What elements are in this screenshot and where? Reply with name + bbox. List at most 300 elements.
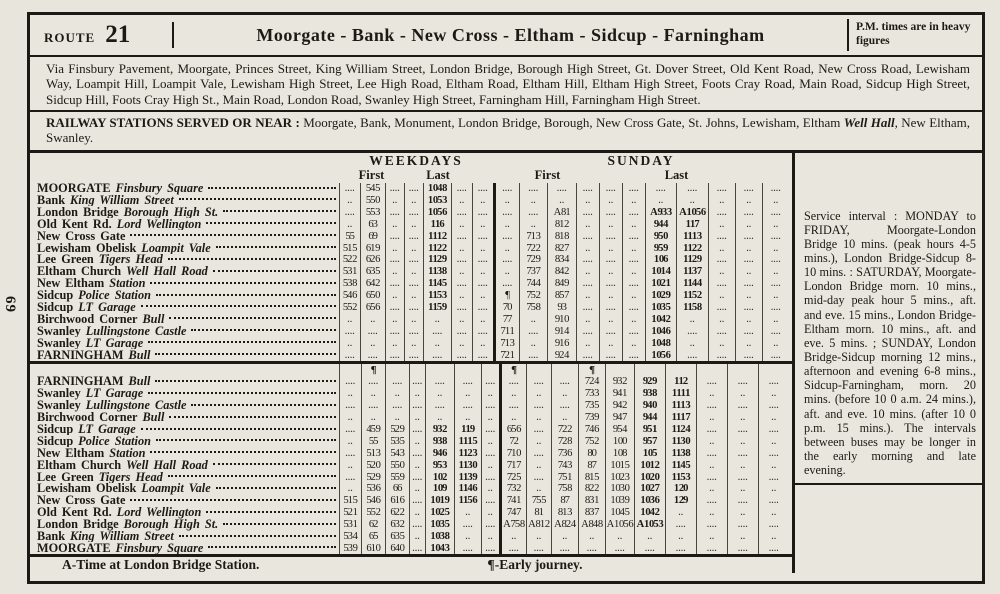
empty-cell: .... <box>727 447 758 459</box>
empty-cell: .. <box>727 412 758 424</box>
empty-cell: .. <box>385 337 404 349</box>
time-cell: 11 13 <box>676 230 708 242</box>
empty-cell: .. <box>481 435 499 447</box>
empty-cell: .... <box>481 376 499 388</box>
empty-cell: .. <box>762 242 789 254</box>
empty-cell: .... <box>385 376 409 388</box>
empty-cell: .... <box>385 183 404 195</box>
railway-body-end: , New Eltham, Swanley. <box>46 114 971 146</box>
time-cell: 9 44 <box>634 412 665 424</box>
empty-cell: .... <box>409 471 425 483</box>
time-cell: 6 56 <box>499 424 526 436</box>
time-cell: 10 21 <box>645 278 676 290</box>
empty-cell: .... <box>727 424 758 436</box>
empty-cell: .... <box>385 302 404 314</box>
empty-cell: .. <box>385 195 404 207</box>
time-cell: 10 36 <box>634 495 665 507</box>
dotted-leader <box>208 187 336 189</box>
time-cell: 5 36 <box>361 483 385 495</box>
empty-cell: .... <box>526 447 551 459</box>
weekdays-first-label: First <box>358 167 385 182</box>
empty-cell: .... <box>735 325 762 337</box>
empty-cell: .. <box>758 388 789 400</box>
empty-cell: .. <box>454 388 481 400</box>
empty-cell: .. <box>472 218 493 230</box>
empty-cell: .... <box>499 376 526 388</box>
timetable-row <box>30 302 792 314</box>
empty-cell: .. <box>339 483 361 495</box>
empty-cell: .. <box>339 337 360 349</box>
empty-cell: .... <box>339 376 361 388</box>
time-cell: 11 6 <box>423 218 451 230</box>
time-cell: 7 13 <box>493 337 519 349</box>
empty-cell: .... <box>599 325 622 337</box>
time-cell: 10 25 <box>425 507 454 519</box>
empty-cell: .. <box>758 507 789 519</box>
empty-cell: .... <box>409 519 425 531</box>
time-cell: 5 5 <box>339 230 360 242</box>
time-cell: 7 21 <box>493 349 519 361</box>
time-cell: 10 39 <box>605 495 634 507</box>
empty-cell: .. <box>708 218 735 230</box>
time-cell: A8 48 <box>578 519 605 531</box>
time-cell: 10 29 <box>645 290 676 302</box>
empty-cell: .. <box>472 195 493 207</box>
dotted-leader <box>223 210 336 212</box>
empty-cell: .. <box>404 195 423 207</box>
dotted-leader <box>206 222 336 224</box>
time-cell: A8 1 <box>547 206 576 218</box>
station-name: Eltham Church Well Hall Road <box>30 266 339 278</box>
time-cell: 8 27 <box>547 242 576 254</box>
station-name: Swanley Lullingstone Castle <box>30 400 339 412</box>
station-name: Sidcup Police Station <box>30 290 339 302</box>
empty-cell: .. <box>696 483 727 495</box>
time-cell: 7 51 <box>551 471 578 483</box>
time-cell: 11 46 <box>454 483 481 495</box>
blank-cell <box>696 364 727 376</box>
empty-cell: .. <box>708 290 735 302</box>
time-cell: 10 9 <box>425 483 454 495</box>
blank-cell <box>551 364 578 376</box>
empty-cell: .... <box>735 278 762 290</box>
time-cell: 7 41 <box>499 495 526 507</box>
empty-cell: .... <box>409 376 425 388</box>
empty-cell: .. <box>735 242 762 254</box>
empty-cell: .... <box>735 254 762 266</box>
time-cell: 5 43 <box>385 447 409 459</box>
timetable-row <box>30 376 792 388</box>
time-cell: 8 15 <box>578 471 605 483</box>
empty-cell: .... <box>696 471 727 483</box>
time-cell: 8 42 <box>547 266 576 278</box>
dotted-leader <box>191 329 336 331</box>
empty-cell: .. <box>605 531 634 543</box>
empty-cell: .... <box>404 278 423 290</box>
time-cell: 5 15 <box>339 242 360 254</box>
empty-cell: .. <box>551 531 578 543</box>
time-cell: 5 52 <box>339 302 360 314</box>
empty-cell: .. <box>481 483 499 495</box>
time-cell: 5 5 <box>361 435 385 447</box>
empty-cell: .... <box>481 471 499 483</box>
time-cell: 11 13 <box>665 400 696 412</box>
up-timetable <box>30 376 792 554</box>
empty-cell: .. <box>735 195 762 207</box>
time-cell: 7 11 <box>493 325 519 337</box>
empty-cell: .... <box>551 400 578 412</box>
timetable-row <box>30 459 792 471</box>
empty-cell: .... <box>481 447 499 459</box>
empty-cell: .. <box>727 483 758 495</box>
time-cell: 11 17 <box>665 412 696 424</box>
blank-cell <box>665 364 696 376</box>
empty-cell: .. <box>665 507 696 519</box>
empty-cell: .... <box>454 519 481 531</box>
time-cell: 11 15 <box>454 435 481 447</box>
empty-cell: .... <box>696 376 727 388</box>
time-cell: 10 12 <box>634 459 665 471</box>
empty-cell: .... <box>676 349 708 361</box>
timetable-row <box>30 531 792 543</box>
sunday-first-label: First <box>534 167 561 182</box>
empty-cell: .... <box>708 254 735 266</box>
time-cell: 10 15 <box>605 459 634 471</box>
empty-cell: .... <box>634 542 665 554</box>
time-cell: 10 19 <box>425 495 454 507</box>
empty-cell: .... <box>665 519 696 531</box>
empty-cell: .. <box>758 459 789 471</box>
empty-cell: .. <box>758 435 789 447</box>
time-cell: 10 5 <box>634 447 665 459</box>
empty-cell: .... <box>493 254 519 266</box>
time-cell: 11 45 <box>665 459 696 471</box>
empty-cell: .... <box>339 400 361 412</box>
footnote-early-journey: ¶-Early journey. <box>487 557 583 573</box>
time-cell: 11 9 <box>454 424 481 436</box>
empty-cell: .. <box>423 313 451 325</box>
empty-cell: .... <box>758 542 789 554</box>
station-name: Bank King William Street <box>30 195 339 207</box>
time-cell: 11 58 <box>676 302 708 314</box>
empty-cell: .. <box>409 459 425 471</box>
empty-cell: .... <box>735 349 762 361</box>
empty-cell: .. <box>762 290 789 302</box>
station-name: MOORGATE Finsbury Square <box>30 542 339 554</box>
station-name: New Cross Gate <box>30 230 339 242</box>
empty-cell: .. <box>526 435 551 447</box>
empty-cell: .... <box>339 325 360 337</box>
empty-cell: .. <box>735 337 762 349</box>
empty-cell: .. <box>472 266 493 278</box>
empty-cell: .... <box>708 230 735 242</box>
empty-cell: .... <box>499 542 526 554</box>
empty-cell: .... <box>762 278 789 290</box>
time-cell: 5 50 <box>360 195 385 207</box>
empty-cell: .... <box>576 183 599 195</box>
station-name: Bank King William Street <box>30 531 339 543</box>
empty-cell: .. <box>696 531 727 543</box>
empty-cell: .. <box>599 337 622 349</box>
empty-cell: .. <box>762 313 789 325</box>
empty-cell: .... <box>519 349 547 361</box>
dotted-leader <box>168 475 336 477</box>
empty-cell: .. <box>339 218 360 230</box>
empty-cell: .. <box>735 313 762 325</box>
route-label: ROUTE <box>44 30 96 45</box>
time-cell: 10 42 <box>634 507 665 519</box>
time-cell: 7 7 <box>493 313 519 325</box>
empty-cell: .... <box>762 230 789 242</box>
empty-cell: .. <box>493 218 519 230</box>
empty-cell: .. <box>499 388 526 400</box>
time-cell: 7 32 <box>499 483 526 495</box>
station-name: New Cross Gate <box>30 495 339 507</box>
empty-cell: .. <box>576 218 599 230</box>
empty-cell: .... <box>404 183 423 195</box>
empty-cell: .... <box>622 254 645 266</box>
empty-cell: .... <box>758 424 789 436</box>
dotted-leader <box>213 270 336 272</box>
empty-cell: .... <box>605 542 634 554</box>
timetable-row <box>30 519 792 531</box>
footnotes <box>30 554 792 573</box>
empty-cell: .... <box>339 471 361 483</box>
empty-cell: .. <box>645 195 676 207</box>
empty-cell: .... <box>622 349 645 361</box>
sunday-last-label: Last <box>664 167 689 182</box>
timetable-row <box>30 195 792 207</box>
time-cell: 6 16 <box>385 495 409 507</box>
timetable-row <box>30 290 792 302</box>
dotted-leader <box>155 353 336 355</box>
station-name: New Eltham Station <box>30 447 339 459</box>
empty-cell: .... <box>451 325 472 337</box>
dotted-leader <box>155 380 336 382</box>
time-cell: 10 48 <box>423 183 451 195</box>
empty-cell: .. <box>481 388 499 400</box>
empty-cell: .... <box>472 183 493 195</box>
empty-cell: .... <box>472 349 493 361</box>
time-cell: 9 51 <box>634 424 665 436</box>
empty-cell: .. <box>676 337 708 349</box>
station-name: Swanley LT Garage <box>30 337 339 349</box>
empty-cell: .... <box>481 400 499 412</box>
empty-cell: .... <box>727 376 758 388</box>
time-cell: 7 22 <box>519 242 547 254</box>
time-cell: A8 12 <box>526 519 551 531</box>
empty-cell: .. <box>425 388 454 400</box>
time-cell: 9 40 <box>634 400 665 412</box>
station-name: Birchwood Corner Bull <box>30 313 339 325</box>
empty-cell: .... <box>599 278 622 290</box>
empty-cell: .. <box>622 290 645 302</box>
empty-cell: .... <box>696 400 727 412</box>
empty-cell: .... <box>472 302 493 314</box>
time-cell: 5 52 <box>361 507 385 519</box>
time-cell: 9 38 <box>634 388 665 400</box>
time-cell: 9 57 <box>634 435 665 447</box>
empty-cell: .. <box>385 266 404 278</box>
time-cell: 12 0 <box>665 483 696 495</box>
blank-cell <box>605 364 634 376</box>
timetable-row <box>30 471 792 483</box>
railway-body: Moorgate, Bank, Monument, London Bridge, Borough, New Cross Gate, St. Johns, Lewisham, Eltham <box>303 114 841 130</box>
timetable-row <box>30 325 792 337</box>
empty-cell: .... <box>599 230 622 242</box>
timetable-row <box>30 435 792 447</box>
empty-cell: .. <box>622 218 645 230</box>
empty-cell: .... <box>708 325 735 337</box>
empty-cell: .... <box>576 349 599 361</box>
empty-cell: .... <box>454 376 481 388</box>
weekdays-header: WEEKDAYS <box>369 152 463 168</box>
empty-cell: .. <box>472 313 493 325</box>
empty-cell: .. <box>762 218 789 230</box>
time-cell: 7 13 <box>519 230 547 242</box>
timetable-row <box>30 447 792 459</box>
empty-cell: .... <box>526 424 551 436</box>
time-cell: 7 46 <box>578 424 605 436</box>
empty-cell: .. <box>578 531 605 543</box>
time-cell: 6 42 <box>360 278 385 290</box>
empty-cell: .. <box>339 313 360 325</box>
time-cell: 7 52 <box>519 290 547 302</box>
empty-cell: .. <box>727 388 758 400</box>
empty-cell: .... <box>385 400 409 412</box>
time-cell: 7 35 <box>578 400 605 412</box>
empty-cell: .. <box>404 290 423 302</box>
empty-cell: .. <box>385 218 404 230</box>
station-name: Lewisham Obelisk Loampit Vale <box>30 242 339 254</box>
empty-cell: .... <box>451 254 472 266</box>
empty-cell: .... <box>472 325 493 337</box>
time-cell: 8 34 <box>547 254 576 266</box>
down-timetable <box>30 183 792 361</box>
empty-cell: .... <box>576 254 599 266</box>
empty-cell: .... <box>361 376 385 388</box>
time-cell: 10 20 <box>634 471 665 483</box>
empty-cell: .. <box>361 388 385 400</box>
empty-cell: .. <box>409 483 425 495</box>
empty-cell: .. <box>404 337 423 349</box>
time-cell: 10 53 <box>423 195 451 207</box>
empty-cell: .... <box>696 542 727 554</box>
empty-cell: .... <box>599 349 622 361</box>
time-cell: 6 5 <box>361 531 385 543</box>
blank-cell <box>454 364 481 376</box>
empty-cell: .. <box>576 195 599 207</box>
time-cell: 11 29 <box>676 254 708 266</box>
empty-cell: .... <box>696 447 727 459</box>
up-timetable-marker-row <box>30 361 792 376</box>
blank-cell <box>385 364 409 376</box>
dotted-leader <box>179 535 336 537</box>
empty-cell: .. <box>526 388 551 400</box>
empty-cell: .. <box>696 459 727 471</box>
service-interval-text: Service interval : MONDAY to FRIDAY, Moorgate-London Bridge 10 mins. (peak hours 4-5 mins.), London Bridge-Sidcup 8-10 mins. : SATURDAY, Moorgate-London Bridge morn. 10 mins., mid-day peak hour 5 mins., aft. and eve. 15 mins., London Bridge-Eltham morn. 10 mins., aft. and eve. 5 mins. ; SUNDAY, London Bridge-Sidcup morning 12 mins., afternoon and evening 6-8 mins., Sidcup-Farningham, morn. 20 mins. (before 10 0 a.m. 24 mins.), aft. and eve. 10 mins. (after 10 0 p.m. 15 mins.). The intervals between buses may be longer in the early morning and late evening. <box>795 206 982 486</box>
time-cell: 10 8 <box>605 447 634 459</box>
time-cell: 6 10 <box>361 542 385 554</box>
time-cell: 10 45 <box>605 507 634 519</box>
empty-cell: .. <box>622 266 645 278</box>
time-cell: ¶ <box>578 364 605 376</box>
empty-cell: .... <box>599 183 622 195</box>
empty-cell: .. <box>727 531 758 543</box>
dotted-leader <box>148 392 336 394</box>
empty-cell: .. <box>360 313 385 325</box>
timetables <box>30 153 795 573</box>
timetable-row <box>30 278 792 290</box>
empty-cell: .... <box>708 206 735 218</box>
empty-cell: .. <box>599 218 622 230</box>
time-cell: 7 33 <box>578 388 605 400</box>
empty-cell: .... <box>576 302 599 314</box>
time-cell: 5 39 <box>339 542 361 554</box>
page-number: 69 <box>2 296 18 313</box>
empty-cell: .. <box>481 507 499 519</box>
time-cell: 7 43 <box>551 459 578 471</box>
empty-cell: .... <box>481 542 499 554</box>
time-cell: 8 13 <box>551 507 578 519</box>
empty-cell: .... <box>762 206 789 218</box>
time-cell: 11 22 <box>423 242 451 254</box>
time-cell: 7 2 <box>499 435 526 447</box>
empty-cell: .. <box>339 412 361 424</box>
timetable-row <box>30 266 792 278</box>
blank-cell <box>727 364 758 376</box>
time-cell: A7 58 <box>499 519 526 531</box>
time-cell: 5 31 <box>339 519 361 531</box>
railway-label: RAILWAY STATIONS SERVED OR NEAR : <box>46 114 300 130</box>
time-cell: 8 22 <box>578 483 605 495</box>
empty-cell: .... <box>409 400 425 412</box>
empty-cell: .... <box>409 447 425 459</box>
time-cell: 5 13 <box>361 447 385 459</box>
empty-cell: .... <box>622 230 645 242</box>
empty-cell: .. <box>576 313 599 325</box>
empty-cell: .. <box>409 531 425 543</box>
dotted-leader <box>216 246 336 248</box>
empty-cell: .... <box>622 183 645 195</box>
empty-cell: .. <box>519 218 547 230</box>
empty-cell: .... <box>385 325 404 337</box>
time-cell: ¶ <box>361 364 385 376</box>
time-cell: A9 33 <box>645 206 676 218</box>
empty-cell: .... <box>425 400 454 412</box>
empty-cell: .. <box>727 507 758 519</box>
station-name: Eltham Church Well Hall Road <box>30 459 339 471</box>
route-number: 21 <box>105 21 131 48</box>
route-block <box>30 21 172 49</box>
empty-cell: .... <box>576 278 599 290</box>
empty-cell: .. <box>481 531 499 543</box>
time-cell: 6 32 <box>385 519 409 531</box>
time-cell: 11 11 <box>665 388 696 400</box>
timetable-row <box>30 313 792 325</box>
empty-cell: .... <box>735 183 762 195</box>
empty-cell: .... <box>526 400 551 412</box>
time-cell: 10 30 <box>605 483 634 495</box>
time-cell: 7 39 <box>578 412 605 424</box>
dotted-leader <box>148 341 336 343</box>
empty-cell: .. <box>454 507 481 519</box>
time-cell: 10 46 <box>645 325 676 337</box>
empty-cell: .... <box>708 278 735 290</box>
empty-cell: .. <box>472 337 493 349</box>
empty-cell: .. <box>526 483 551 495</box>
time-cell: 6 22 <box>385 507 409 519</box>
